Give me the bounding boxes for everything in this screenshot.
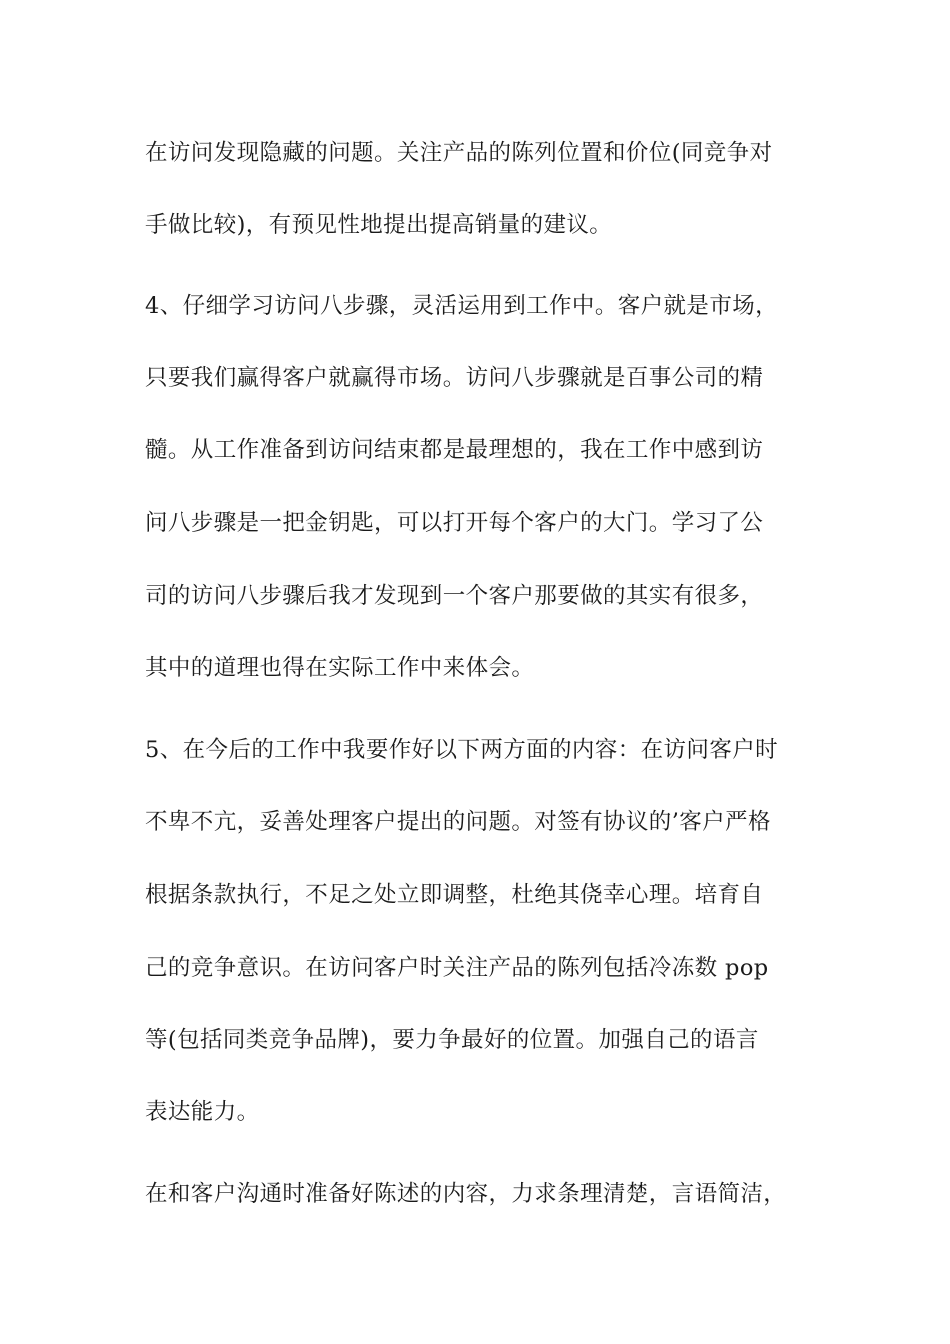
text-line-13: 等(包括同类竞争品牌)，要力争最好的位置。加强自己的语言 <box>145 1027 759 1053</box>
text-line-4: 只要我们赢得客户就赢得市场。访问八步骤就是百事公司的精 <box>145 365 764 391</box>
text-line-10: 不卑不亢，妥善处理客户提出的问题。对签有协议的’客户严格 <box>145 809 771 835</box>
text-line-3: 4、仔细学习访问八步骤，灵活运用到工作中。客户就是市场， <box>145 293 779 319</box>
text-line-14: 表达能力。 <box>145 1099 260 1125</box>
text-line-11: 根据条款执行，不足之处立即调整，杜绝其侥幸心理。培育自 <box>145 882 764 908</box>
text-line-2: 手做比较)，有预见性地提出提高销量的建议。 <box>145 212 613 238</box>
text-line-9: 5、在今后的工作中我要作好以下两方面的内容：在访问客户时 <box>145 737 779 763</box>
text-line-7: 司的访问八步骤后我才发现到一个客户那要做的其实有很多， <box>145 583 764 609</box>
text-line-8: 其中的道理也得在实际工作中来体会。 <box>145 655 535 681</box>
text-line-12: 己的竞争意识。在访问客户时关注产品的陈列包括冷冻数 pop <box>145 955 769 981</box>
text-line-1: 在访问发现隐藏的问题。关注产品的陈列位置和价位(同竞争对 <box>145 140 773 166</box>
text-line-5: 髓。从工作准备到访问结束都是最理想的，我在工作中感到访 <box>145 437 764 463</box>
text-line-6: 问八步骤是一把金钥匙，可以打开每个客户的大门。学习了公 <box>145 510 764 536</box>
text-line-15: 在和客户沟通时准备好陈述的内容，力求条理清楚，言语简洁， <box>145 1181 787 1207</box>
